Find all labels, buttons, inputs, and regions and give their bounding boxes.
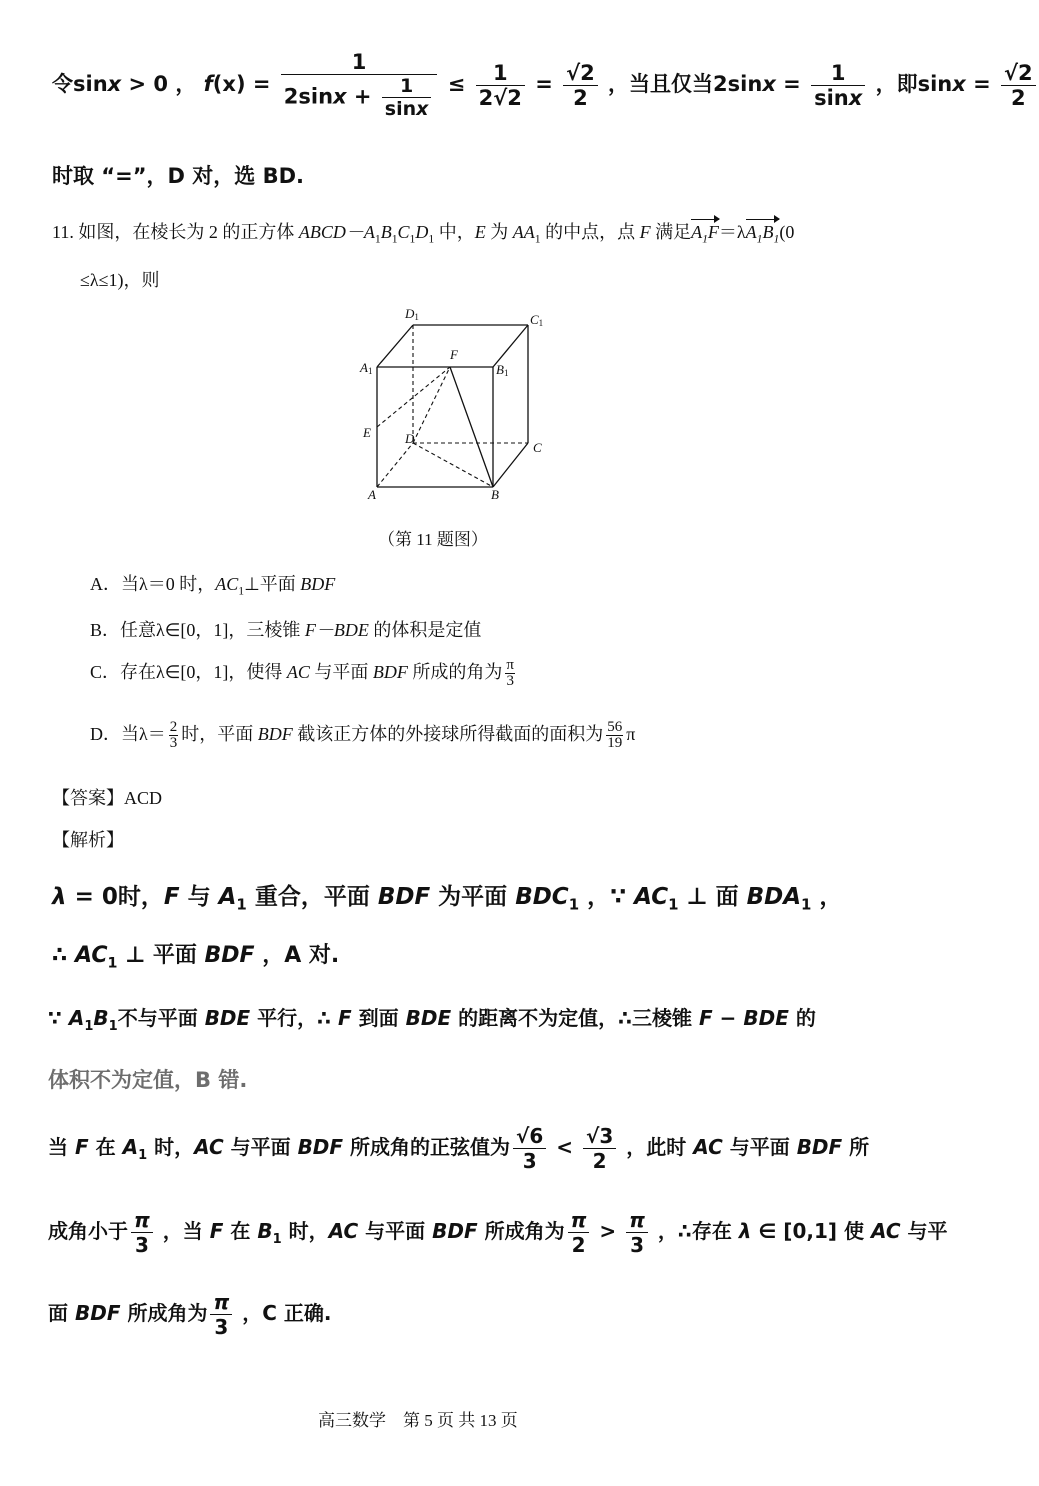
sub: 1 — [568, 895, 580, 914]
var: x — [762, 72, 776, 96]
text: ，当 — [155, 1219, 210, 1243]
text: ∵ — [48, 1006, 69, 1030]
text: ，∵ — [579, 884, 635, 910]
var: BDF — [300, 574, 336, 594]
segment-fb — [450, 367, 493, 487]
fraction-56-19 — [606, 720, 623, 751]
text: < — [549, 1135, 580, 1159]
var: BDF — [74, 1301, 121, 1325]
text: B．任意λ∈[0，1]，三棱锥 — [90, 620, 305, 640]
sub: 1 — [272, 1232, 282, 1247]
text: 截该正方体的外接球所得截面的面积为 — [292, 724, 604, 744]
sub: 1 — [773, 232, 780, 246]
var: AC — [286, 662, 310, 682]
var: A — [745, 222, 757, 242]
sub: 1 — [409, 232, 416, 246]
text: 所成的角为 — [407, 662, 503, 682]
var: λ — [52, 884, 67, 910]
solution-step-6 — [48, 1208, 947, 1257]
sub: 1 — [534, 232, 541, 246]
fraction-pi-2 — [568, 1208, 590, 1257]
var: AC — [74, 943, 108, 968]
text: 所成角的正弦值为 — [343, 1135, 511, 1159]
var: BDF — [257, 724, 293, 744]
var: F — [209, 1219, 224, 1243]
label-b: B — [491, 487, 499, 502]
text: 平行，∴ — [250, 1006, 339, 1030]
var: AC — [194, 1135, 224, 1159]
label-a: A — [368, 487, 376, 502]
numerator: π — [568, 1208, 590, 1233]
var: A — [122, 1135, 139, 1159]
denominator: 3 — [134, 1233, 149, 1257]
segment-df-hidden — [413, 367, 450, 443]
var: C — [397, 222, 410, 242]
label-e: E — [363, 425, 371, 440]
text: 为平面 — [430, 884, 516, 910]
text: 面 — [48, 1301, 75, 1325]
var: BDF — [432, 1219, 478, 1243]
vector-a1b1 — [746, 222, 780, 246]
text: 不与平面 — [117, 1006, 205, 1030]
numerator: π — [626, 1208, 648, 1233]
var: x — [333, 84, 347, 109]
text: 11. 如图，在棱长为 2 的正方体 — [52, 222, 299, 242]
text: 重合，平面 — [246, 884, 378, 910]
fraction-root2b — [1001, 61, 1036, 110]
fraction-f — [281, 50, 438, 120]
figure-caption: （第 11 题图） — [378, 530, 488, 549]
cube-figure — [350, 300, 560, 510]
text: 的体积是定值 — [368, 620, 482, 640]
text: ，C 正确. — [235, 1301, 332, 1325]
var: BDA — [746, 884, 802, 910]
numerator: 1 — [476, 61, 525, 86]
fraction-pi-3c — [210, 1290, 232, 1339]
sub: 1 — [801, 895, 812, 914]
text: ， — [811, 884, 843, 910]
var: BDE — [204, 1006, 251, 1030]
label-b1: B1 — [496, 362, 509, 378]
var: λ — [738, 1219, 752, 1243]
var: AC — [870, 1219, 901, 1243]
text: D．当λ＝ — [90, 724, 166, 744]
text: = 0时， — [66, 884, 164, 910]
sub: 1 — [668, 895, 679, 914]
text: 的中点，点 — [540, 222, 640, 242]
var: AA — [512, 222, 535, 242]
sub: 1 — [236, 895, 247, 914]
text: ⊥平面 — [244, 574, 301, 594]
text: 的 — [788, 1006, 816, 1030]
var: E — [474, 222, 486, 242]
denominator — [382, 98, 432, 120]
sub: 1 — [702, 232, 708, 246]
var: x — [107, 72, 122, 96]
label-d1: D1 — [405, 306, 419, 322]
text: ＝λ — [718, 222, 746, 242]
numerator: √2 — [1001, 61, 1036, 86]
text: ∴ — [52, 943, 75, 968]
var: BDF — [377, 884, 431, 910]
numerator: π — [506, 657, 514, 674]
edge-ad-hidden — [377, 443, 413, 487]
text: 时， — [281, 1219, 329, 1243]
option-c — [90, 658, 518, 689]
analysis-heading: 【解析】 — [52, 830, 124, 850]
var: F — [639, 222, 651, 242]
var: D — [415, 222, 429, 242]
sub: 1 — [108, 1019, 118, 1034]
text: ，此时 — [619, 1135, 694, 1159]
var: AC — [215, 574, 239, 594]
numerator: √2 — [563, 61, 598, 86]
edge-b1c1 — [493, 325, 528, 367]
fraction-root6-3 — [513, 1124, 546, 1173]
numerator: √6 — [513, 1124, 546, 1149]
text: π — [626, 724, 636, 744]
sub: 1 — [138, 1148, 148, 1163]
text: = — [965, 72, 999, 96]
var: x — [848, 85, 863, 110]
fraction-pi-3b — [626, 1208, 648, 1257]
var: F — [74, 1135, 89, 1159]
answer-line: 【答案】ACD — [52, 788, 163, 808]
solution-step-5 — [48, 1124, 869, 1173]
numerator: π — [131, 1208, 153, 1233]
edge-bc — [493, 443, 528, 487]
sub: 1 — [84, 1019, 94, 1034]
option-b — [90, 616, 481, 642]
sub: 1 — [428, 232, 435, 246]
sub: 1 — [107, 955, 118, 972]
text: 所 — [842, 1135, 870, 1159]
sub: 1 — [756, 232, 763, 246]
var: F — [338, 1006, 352, 1030]
text: A．当λ＝0 时， — [90, 574, 216, 594]
var: F－BDE — [304, 620, 369, 640]
text: C．存在λ∈[0，1]，使得 — [90, 662, 287, 682]
fraction-bound — [476, 61, 525, 110]
fraction-inner — [382, 75, 432, 120]
text: 与 — [179, 884, 219, 910]
denominator: 2 — [592, 1149, 607, 1173]
var: B — [93, 1006, 109, 1030]
denominator: 3 — [214, 1315, 229, 1339]
text: sin — [384, 98, 417, 120]
var: B — [380, 222, 392, 242]
text: (x) — [212, 72, 246, 96]
label-a1: A1 — [360, 360, 373, 376]
denominator — [811, 86, 865, 110]
text: ⊥ 面 — [678, 884, 747, 910]
text: = — [245, 72, 278, 96]
var: ABCD－A — [298, 222, 375, 242]
solution-step-7 — [48, 1290, 331, 1339]
var: A — [68, 1006, 85, 1030]
text: ，A 对. — [254, 943, 340, 968]
text: ⊥ 平面 — [117, 943, 205, 968]
var: BDC — [515, 884, 569, 910]
text: 与平面 — [358, 1219, 433, 1243]
text: 与平面 — [722, 1135, 797, 1159]
label-d: D — [405, 431, 415, 446]
text: 中， — [434, 222, 475, 242]
numerator: 56 — [607, 719, 623, 736]
fraction-2-3 — [169, 720, 179, 751]
numerator: 1 — [281, 50, 438, 75]
text: 在 — [223, 1219, 258, 1243]
var: AC — [693, 1135, 723, 1159]
var: f — [203, 72, 213, 96]
text: 成角小于 — [48, 1219, 128, 1243]
text: = — [527, 72, 561, 96]
denominator: 3 — [506, 673, 514, 690]
var: B — [257, 1219, 273, 1243]
text: ，即sin — [875, 72, 953, 96]
solution-line-1 — [52, 50, 1039, 120]
vector-a1f — [691, 222, 719, 246]
option-a — [90, 570, 335, 598]
fraction-root3-2 — [583, 1124, 616, 1173]
denominator — [281, 75, 438, 120]
var: AC — [634, 884, 669, 910]
numerator: 1 — [382, 75, 432, 98]
numerator: π — [210, 1290, 232, 1315]
var: F − BDE — [699, 1006, 789, 1030]
var: BDE — [405, 1006, 452, 1030]
text: > — [592, 1219, 624, 1243]
text: 2sin — [283, 84, 334, 109]
option-d — [90, 720, 635, 751]
fraction-pi-3 — [505, 658, 515, 689]
page-footer: 高三数学 第 5 页 共 13 页 — [318, 1411, 518, 1430]
var: BDF — [204, 943, 255, 968]
numerator: √3 — [583, 1124, 616, 1149]
text: 与平面 — [309, 662, 373, 682]
edge-a1d1 — [377, 325, 413, 367]
text: 当 — [48, 1135, 75, 1159]
denominator: 2 — [1011, 85, 1026, 110]
numerator: 1 — [811, 61, 865, 86]
solution-step-4: 体积不为定值，B 错. — [48, 1068, 248, 1092]
text: ∈ [0,1] 使 — [751, 1219, 871, 1243]
denominator: 2 — [573, 85, 588, 110]
text: ，当且仅当2sin — [608, 72, 763, 96]
sub: 1 — [238, 584, 245, 598]
text: 在 — [88, 1135, 123, 1159]
denominator: 3 — [630, 1233, 644, 1257]
denominator: 3 — [169, 735, 178, 752]
text: 为 — [485, 222, 513, 242]
var: AC — [328, 1219, 359, 1243]
fraction-root2 — [563, 61, 598, 110]
denominator: 3 — [522, 1149, 537, 1173]
solution-line-2: 时取 “=”，D 对，选 BD. — [52, 164, 304, 188]
text: 时，平面 — [181, 724, 258, 744]
var: F — [707, 222, 719, 242]
question-11-line-1 — [52, 218, 794, 246]
text: (0 — [779, 222, 795, 242]
text: 与平 — [900, 1219, 948, 1243]
text: ，∴存在 — [650, 1219, 739, 1243]
label-c1: C1 — [530, 312, 544, 328]
var: A — [691, 222, 703, 242]
sub: 1 — [374, 232, 381, 246]
text: 所成角为 — [477, 1219, 565, 1243]
denominator: 2 — [571, 1233, 586, 1257]
solution-step-1 — [52, 878, 842, 914]
fraction-sin — [811, 61, 865, 110]
solution-step-3 — [48, 1002, 816, 1034]
label-f: F — [450, 347, 458, 362]
text: 时， — [147, 1135, 195, 1159]
text: 到面 — [351, 1006, 406, 1030]
var: BDF — [796, 1135, 843, 1159]
text: ≤ — [447, 72, 473, 96]
text: > 0 ， — [121, 72, 197, 96]
text: sin — [814, 85, 849, 110]
denominator: 2√2 — [478, 85, 522, 110]
var: A — [218, 884, 237, 910]
text: 令sin — [52, 72, 108, 96]
text: 所成角为 — [120, 1301, 208, 1325]
text: + — [346, 84, 379, 109]
text: = — [775, 72, 809, 96]
fraction-pi-3 — [131, 1208, 153, 1257]
text: 与平面 — [223, 1135, 298, 1159]
text: 的距离不为定值，∴三棱锥 — [451, 1006, 700, 1030]
denominator: 19 — [607, 735, 623, 752]
segment-db-hidden — [413, 443, 493, 487]
var: BDF — [297, 1135, 344, 1159]
solution-step-2 — [52, 938, 339, 971]
var: F — [163, 884, 180, 910]
var: B — [762, 222, 774, 242]
label-c: C — [533, 440, 542, 455]
numerator: 2 — [169, 719, 178, 736]
var: x — [416, 98, 429, 120]
var: x — [952, 72, 966, 96]
text: 满足 — [650, 222, 692, 242]
sub: 1 — [391, 232, 398, 246]
question-11-line-2: ≤λ≤1)，则 — [80, 270, 160, 290]
var: BDF — [372, 662, 408, 682]
